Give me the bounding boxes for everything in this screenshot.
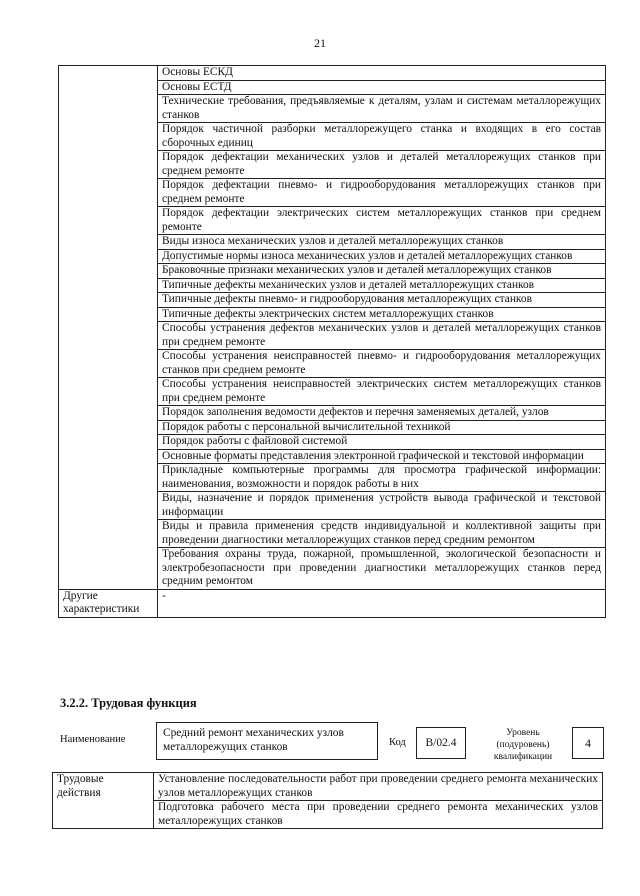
knowledge-cell: Браковочные признаки механических узлов и деталей металлорежущих станков [158,264,606,279]
labor-actions-table [52,772,603,829]
function-name-label: Наименование [60,734,126,745]
knowledge-cell: Типичные дефекты пневмо- и гидрооборудования металлорежущих станков [158,293,606,308]
knowledge-cell: Способы устранения неисправностей пневмо- и гидрооборудования металлорежущих станков при среднем ремонте [158,350,606,378]
knowledge-cell: Виды и правила применения средств индивидуальной и коллективной защиты при проведении диагностики металлорежущих станков перед средним ремонтом [158,520,606,548]
knowledge-cell: Порядок частичной разборки металлорежущего станка и входящих в его состав сборочных единиц [158,123,606,151]
qualification-level-label: Уровень (подуровень) квалификации [493,728,553,762]
labor-action-cell: Установление последовательности работ при проведении среднего ремонта механических узлов металлорежущих станков [154,773,603,801]
knowledge-cell: Основы ЕСКД [158,66,606,81]
knowledge-cell: Типичные дефекты механических узлов и деталей металлорежущих станков [158,278,606,293]
knowledge-cell: Технические требования, предъявляемые к деталям, узлам и системам металлорежущих станков [158,95,606,123]
page-number: 21 [314,36,326,50]
function-name-value: Средний ремонт механических узлов металлорежущих станков [156,722,378,760]
knowledge-cell: Требования охраны труда, пожарной, промышленной, экологической безопасности и электробезопасности при проведении диагностики металлорежущих станков перед средним ремонтом [158,548,606,590]
section-title: 3.2.2. Трудовая функция [60,696,197,710]
knowledge-cell: Основы ЕСТД [158,80,606,95]
other-characteristics-label: Другие характеристики [59,589,158,617]
function-code-label: Код [389,737,406,748]
other-characteristics-value: - [158,589,606,617]
knowledge-cell: Порядок работы с файловой системой [158,435,606,450]
labor-actions-label: Трудовые действия [53,773,154,829]
knowledge-cell: Порядок дефектации механических узлов и деталей металлорежущих станков при среднем ремонте [158,151,606,179]
table-row [53,773,603,801]
knowledge-cell: Виды износа механических узлов и деталей металлорежущих станков [158,235,606,250]
knowledge-cell: Типичные дефекты электрических систем металлорежущих станков [158,307,606,322]
table-row [59,66,606,81]
knowledge-cell: Основные форматы представления электронной графической и текстовой информации [158,449,606,464]
table-row [59,589,606,617]
knowledge-cell: Порядок работы с персональной вычислительной техникой [158,420,606,435]
knowledge-cell: Виды, назначение и порядок применения устройств вывода графической и текстовой информации [158,492,606,520]
knowledge-cell: Допустимые нормы износа механических узлов и деталей металлорежущих станков [158,249,606,264]
knowledge-cell: Способы устранения неисправностей электрических систем металлорежущих станков при среднем ремонте [158,378,606,406]
row-label-empty [59,66,158,590]
knowledge-cell: Порядок дефектации пневмо- и гидрооборудования металлорежущих станков при среднем ремонте [158,179,606,207]
function-code-value: B/02.4 [416,727,466,759]
qualification-level-value: 4 [572,727,604,759]
knowledge-cell: Способы устранения дефектов механических узлов и деталей металлорежущих станков при среднем ремонте [158,322,606,350]
knowledge-cell: Прикладные компьютерные программы для просмотра графической информации: наименования, возможности и порядок работы в них [158,464,606,492]
knowledge-table [58,65,606,618]
labor-action-cell: Подготовка рабочего места при проведении среднего ремонта механических узлов металлорежущих станков [154,801,603,829]
knowledge-cell: Порядок дефектации электрических систем металлорежущих станков при среднем ремонте [158,207,606,235]
knowledge-cell: Порядок заполнения ведомости дефектов и перечня заменяемых деталей, узлов [158,406,606,421]
